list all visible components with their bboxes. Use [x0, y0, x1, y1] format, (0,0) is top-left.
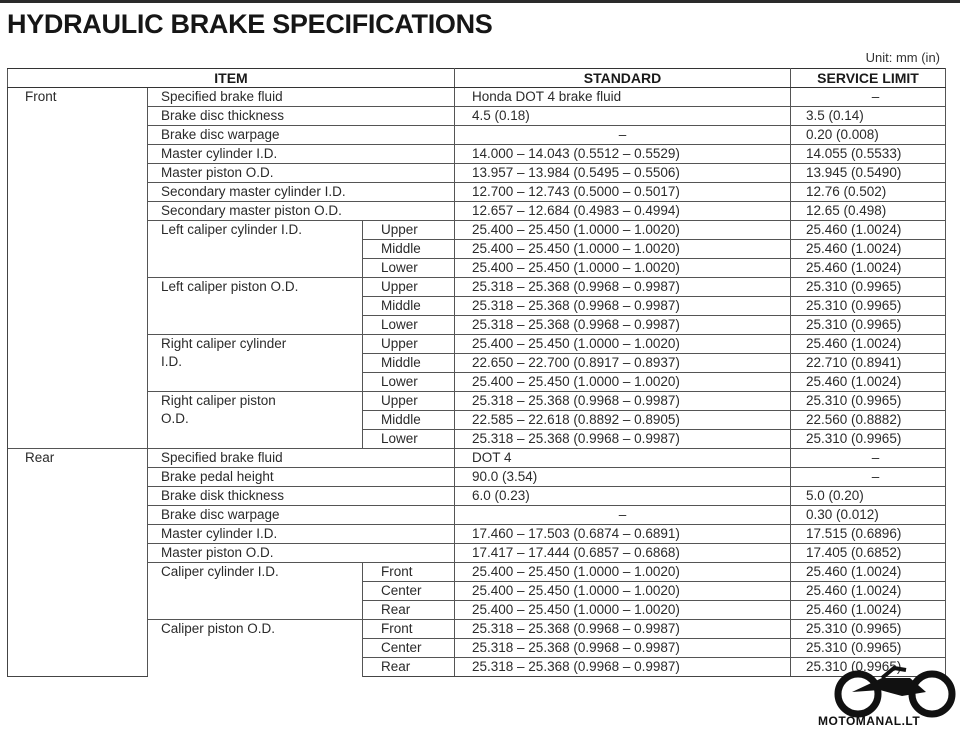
item-label-text: Brake disc warpage [161, 127, 280, 142]
item-label [148, 107, 455, 126]
service-limit-value: 25.460 (1.0024) [791, 221, 946, 240]
spec-body [8, 88, 946, 677]
service-limit-value: 25.460 (1.0024) [791, 259, 946, 278]
standard-value: 14.000 – 14.043 (0.5512 – 0.5529) [455, 145, 791, 164]
service-limit-value: 25.460 (1.0024) [791, 335, 946, 354]
item-label-text: Brake disc thickness [161, 108, 285, 123]
sub-label: Upper [363, 335, 455, 354]
service-limit-value: 25.310 (0.9965) [791, 316, 946, 335]
item-label [148, 88, 455, 107]
table-row [8, 335, 946, 354]
item-label-text: Brake disk thickness [161, 488, 285, 503]
service-limit-value: – [791, 88, 946, 107]
standard-value: 25.318 – 25.368 (0.9968 – 0.9987) [455, 620, 791, 639]
section-label: Rear [8, 449, 148, 677]
service-limit-value: – [791, 449, 946, 468]
item-label [148, 449, 455, 468]
standard-value: 12.657 – 12.684 (0.4983 – 0.4994) [455, 202, 791, 221]
item-label-text: Right caliper cylinder [161, 336, 287, 351]
header-service-limit: SERVICE LIMIT [791, 69, 946, 88]
service-limit-value: 25.310 (0.9965) [791, 639, 946, 658]
sub-label: Lower [363, 430, 455, 449]
item-label [148, 183, 455, 202]
standard-value: DOT 4 [455, 449, 791, 468]
service-limit-value: 25.460 (1.0024) [791, 373, 946, 392]
spec-table [7, 68, 946, 677]
standard-value: 25.318 – 25.368 (0.9968 – 0.9987) [455, 278, 791, 297]
sub-label: Middle [363, 297, 455, 316]
sub-label: Lower [363, 259, 455, 278]
table-row [8, 544, 946, 563]
standard-value: 22.585 – 22.618 (0.8892 – 0.8905) [455, 411, 791, 430]
standard-value: 25.318 – 25.368 (0.9968 – 0.9987) [455, 639, 791, 658]
service-limit-value: 25.460 (1.0024) [791, 240, 946, 259]
standard-value: 25.400 – 25.450 (1.0000 – 1.0020) [455, 221, 791, 240]
table-row [8, 563, 946, 582]
standard-value: 13.957 – 13.984 (0.5495 – 0.5506) [455, 164, 791, 183]
header-standard: STANDARD [455, 69, 791, 88]
standard-value: 25.400 – 25.450 (1.0000 – 1.0020) [455, 601, 791, 620]
standard-value: 25.400 – 25.450 (1.0000 – 1.0020) [455, 582, 791, 601]
item-label-text-2: O.D. [161, 411, 189, 426]
service-limit-value: 25.310 (0.9965) [791, 430, 946, 449]
sub-label: Rear [363, 601, 455, 620]
standard-value: 25.318 – 25.368 (0.9968 – 0.9987) [455, 392, 791, 411]
item-label-text: Caliper piston O.D. [161, 621, 276, 636]
sub-label: Front [363, 620, 455, 639]
service-limit-value: 25.460 (1.0024) [791, 582, 946, 601]
standard-value: 4.5 (0.18) [455, 107, 791, 126]
standard-value: – [455, 126, 791, 145]
table-row [8, 164, 946, 183]
item-label [148, 164, 455, 183]
standard-value: Honda DOT 4 brake fluid [455, 88, 791, 107]
item-label [148, 544, 455, 563]
service-limit-value: 3.5 (0.14) [791, 107, 946, 126]
item-label-text: Master cylinder I.D. [161, 146, 278, 161]
service-limit-value: 25.460 (1.0024) [791, 601, 946, 620]
sub-label: Upper [363, 392, 455, 411]
table-row [8, 278, 946, 297]
service-limit-value: – [791, 468, 946, 487]
standard-value: 12.700 – 12.743 (0.5000 – 0.5017) [455, 183, 791, 202]
sub-label: Upper [363, 278, 455, 297]
table-row [8, 107, 946, 126]
header-row [8, 69, 946, 88]
table-row [8, 126, 946, 145]
sub-label: Middle [363, 411, 455, 430]
item-label-text: Specified brake fluid [161, 450, 283, 465]
standard-value: 25.400 – 25.450 (1.0000 – 1.0020) [455, 563, 791, 582]
service-limit-value: 25.310 (0.9965) [791, 297, 946, 316]
item-label [148, 620, 363, 677]
service-limit-value: 14.055 (0.5533) [791, 145, 946, 164]
item-label-text: Left caliper cylinder I.D. [161, 222, 303, 237]
item-label-text: Right caliper piston [161, 393, 276, 408]
standard-value: 25.400 – 25.450 (1.0000 – 1.0020) [455, 240, 791, 259]
item-label [148, 563, 363, 620]
item-label [148, 468, 455, 487]
page-title: HYDRAULIC BRAKE SPECIFICATIONS [7, 9, 493, 39]
service-limit-value: 12.65 (0.498) [791, 202, 946, 221]
item-label [148, 506, 455, 525]
standard-value: 25.318 – 25.368 (0.9968 – 0.9987) [455, 658, 791, 677]
item-label [148, 487, 455, 506]
service-limit-value: 0.30 (0.012) [791, 506, 946, 525]
standard-value: – [455, 506, 791, 525]
item-label-text: Secondary master piston O.D. [161, 203, 342, 218]
standard-value: 17.460 – 17.503 (0.6874 – 0.6891) [455, 525, 791, 544]
service-limit-value: 5.0 (0.20) [791, 487, 946, 506]
sub-label: Middle [363, 240, 455, 259]
table-row [8, 221, 946, 240]
sub-label: Front [363, 563, 455, 582]
service-limit-value: 13.945 (0.5490) [791, 164, 946, 183]
service-limit-value: 0.20 (0.008) [791, 126, 946, 145]
item-label [148, 335, 363, 392]
item-label-text: Left caliper piston O.D. [161, 279, 299, 294]
table-row [8, 620, 946, 639]
table-row [8, 145, 946, 164]
item-label [148, 525, 455, 544]
standard-value: 22.650 – 22.700 (0.8917 – 0.8937) [455, 354, 791, 373]
table-row [8, 392, 946, 411]
table-row [8, 202, 946, 221]
item-label [148, 126, 455, 145]
item-label-text-2: I.D. [161, 354, 183, 369]
sub-label: Middle [363, 354, 455, 373]
table-row [8, 487, 946, 506]
sub-label: Center [363, 582, 455, 601]
table-row [8, 468, 946, 487]
service-limit-value: 25.310 (0.9965) [791, 392, 946, 411]
service-limit-value: 25.310 (0.9965) [791, 620, 946, 639]
table-row [8, 506, 946, 525]
service-limit-value: 17.515 (0.6896) [791, 525, 946, 544]
item-label-text: Master cylinder I.D. [161, 526, 278, 541]
watermark-text: MOTOMANAL.LT [818, 714, 921, 728]
item-label [148, 145, 455, 164]
table-row [8, 449, 946, 468]
item-label-text: Master piston O.D. [161, 165, 274, 180]
sub-label: Lower [363, 373, 455, 392]
table-row [8, 88, 946, 107]
item-label [148, 278, 363, 335]
sub-label: Lower [363, 316, 455, 335]
item-label-text: Caliper cylinder I.D. [161, 564, 279, 579]
sub-label: Center [363, 639, 455, 658]
item-label [148, 221, 363, 278]
standard-value: 25.400 – 25.450 (1.0000 – 1.0020) [455, 259, 791, 278]
standard-value: 17.417 – 17.444 (0.6857 – 0.6868) [455, 544, 791, 563]
item-label-text: Brake pedal height [161, 469, 274, 484]
unit-note: Unit: mm (in) [865, 50, 940, 65]
standard-value: 25.400 – 25.450 (1.0000 – 1.0020) [455, 373, 791, 392]
service-limit-value: 22.560 (0.8882) [791, 411, 946, 430]
table-row [8, 525, 946, 544]
standard-value: 25.318 – 25.368 (0.9968 – 0.9987) [455, 430, 791, 449]
service-limit-value: 25.310 (0.9965) [791, 658, 946, 677]
item-label-text: Master piston O.D. [161, 545, 274, 560]
standard-value: 25.318 – 25.368 (0.9968 – 0.9987) [455, 316, 791, 335]
service-limit-value: 25.460 (1.0024) [791, 563, 946, 582]
table-row [8, 183, 946, 202]
standard-value: 25.318 – 25.368 (0.9968 – 0.9987) [455, 297, 791, 316]
service-limit-value: 22.710 (0.8941) [791, 354, 946, 373]
header-item: ITEM [8, 69, 455, 88]
item-label-text: Specified brake fluid [161, 89, 283, 104]
top-rule [0, 0, 960, 3]
service-limit-value: 25.310 (0.9965) [791, 278, 946, 297]
item-label [148, 392, 363, 449]
service-limit-value: 17.405 (0.6852) [791, 544, 946, 563]
service-limit-value: 12.76 (0.502) [791, 183, 946, 202]
sub-label: Rear [363, 658, 455, 677]
section-label: Front [8, 88, 148, 449]
standard-value: 6.0 (0.23) [455, 487, 791, 506]
item-label-text: Secondary master cylinder I.D. [161, 184, 346, 199]
standard-value: 90.0 (3.54) [455, 468, 791, 487]
item-label [148, 202, 455, 221]
item-label-text: Brake disc warpage [161, 507, 280, 522]
standard-value: 25.400 – 25.450 (1.0000 – 1.0020) [455, 335, 791, 354]
sub-label: Upper [363, 221, 455, 240]
